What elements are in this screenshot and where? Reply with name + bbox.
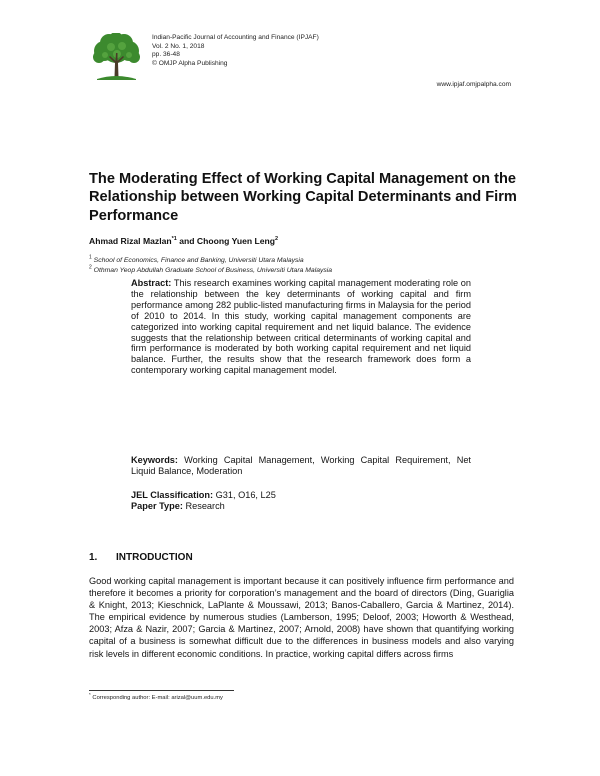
jel-value: G31, O16, L25	[213, 490, 276, 500]
affiliation-2	[89, 266, 332, 276]
keywords-text: Working Capital Management, Working Capital Requirement, Net Liquid Balance, Moderation	[131, 455, 471, 476]
section-heading	[89, 552, 193, 563]
journal-name: Indian-Pacific Journal of Accounting and Finance (IPJAF)	[152, 34, 319, 41]
journal-pages: pp. 36-48	[152, 51, 180, 59]
jel-classification	[131, 490, 471, 501]
keywords	[131, 455, 471, 477]
author-2: Choong Yuen Leng	[196, 236, 276, 246]
author-1-mark: *1	[171, 236, 177, 243]
journal-website[interactable]: www.ipjaf.omjpalpha.com	[436, 81, 511, 88]
affiliations	[89, 256, 332, 275]
classification	[131, 490, 471, 512]
abstract-text: This research examines working capital management moderating role on the relationship between the key determinants of working capital and firm performance among 282 public-listed manufacturing firms in Malaysia for the period of 2010 to 2014. In this study, working capital management components are categorized into working capital requirement and net liquid balance. The evidence suggests that the relationship between critical determinants of working capital and firm performance is moderated by both working capital requirement and net liquid balance. Further, the results show that the research framework does form a contemporary working capital management model.	[131, 278, 471, 376]
section-title: INTRODUCTION	[116, 552, 193, 563]
footnote-divider	[89, 690, 234, 691]
affiliation-1-text: School of Economics, Finance and Banking, Universiti Utara Malaysia	[91, 257, 304, 264]
section-number: 1.	[89, 552, 98, 563]
footnote-text: Corresponding author: E-mail: arizal@uum.edu.my	[90, 695, 223, 701]
author-2-mark: 2	[275, 236, 279, 243]
abstract	[131, 278, 471, 376]
abstract-label: Abstract:	[131, 278, 172, 288]
paper-type	[131, 501, 471, 512]
paper-type-label: Paper Type:	[131, 500, 183, 511]
affiliation-1-mark: 1	[89, 254, 92, 261]
author-1: Ahmad Rizal Mazlan	[89, 236, 172, 246]
keywords-label: Keywords:	[131, 455, 178, 465]
jel-label: JEL Classification:	[131, 490, 214, 500]
journal-tree-logo	[89, 33, 144, 81]
journal-volume: Vol. 2 No. 1, 2018	[152, 42, 205, 50]
journal-meta	[152, 34, 319, 68]
affiliation-1	[89, 256, 332, 266]
footnote	[89, 692, 223, 701]
author-line	[89, 236, 278, 246]
affiliation-2-mark: 2	[89, 264, 92, 271]
author-join: and	[176, 236, 197, 246]
introduction-paragraph: Good working capital management is important because it can positively influence firm performance and therefore it becomes a priority for corporation’s management and the board of directors (Ding, Guariglia & Knight, 2013; Kieschnick, LaPlante & Moussawi, 2013; Banos-Caballero, Garcia & Martinez, 2014). The empirical evidence by numerous studies (Lamberson, 1995; Deloof, 2003; Howorth & Westhead, 2003; Afza & Nazir, 2007; Garcia & Martinez, 2007; Arnold, 2008) have shown that quantifying working capital of a business is somewhat difficult due to the differences in business models and also varying risk levels in different economic conditions. In practice, working capital differs across firms	[89, 576, 514, 659]
paper-type-value: Research	[182, 500, 225, 511]
paper-title: The Moderating Effect of Working Capital Management on the Relationship between Working Capital Determinants and Firm Performance	[89, 171, 517, 224]
footnote-mark: *	[89, 692, 91, 698]
journal-publisher: © OMJP Alpha Publishing	[152, 59, 228, 67]
affiliation-2-text: Othman Yeop Abdullah Graduate School of Business, Universiti Utara Malaysia	[91, 266, 333, 274]
